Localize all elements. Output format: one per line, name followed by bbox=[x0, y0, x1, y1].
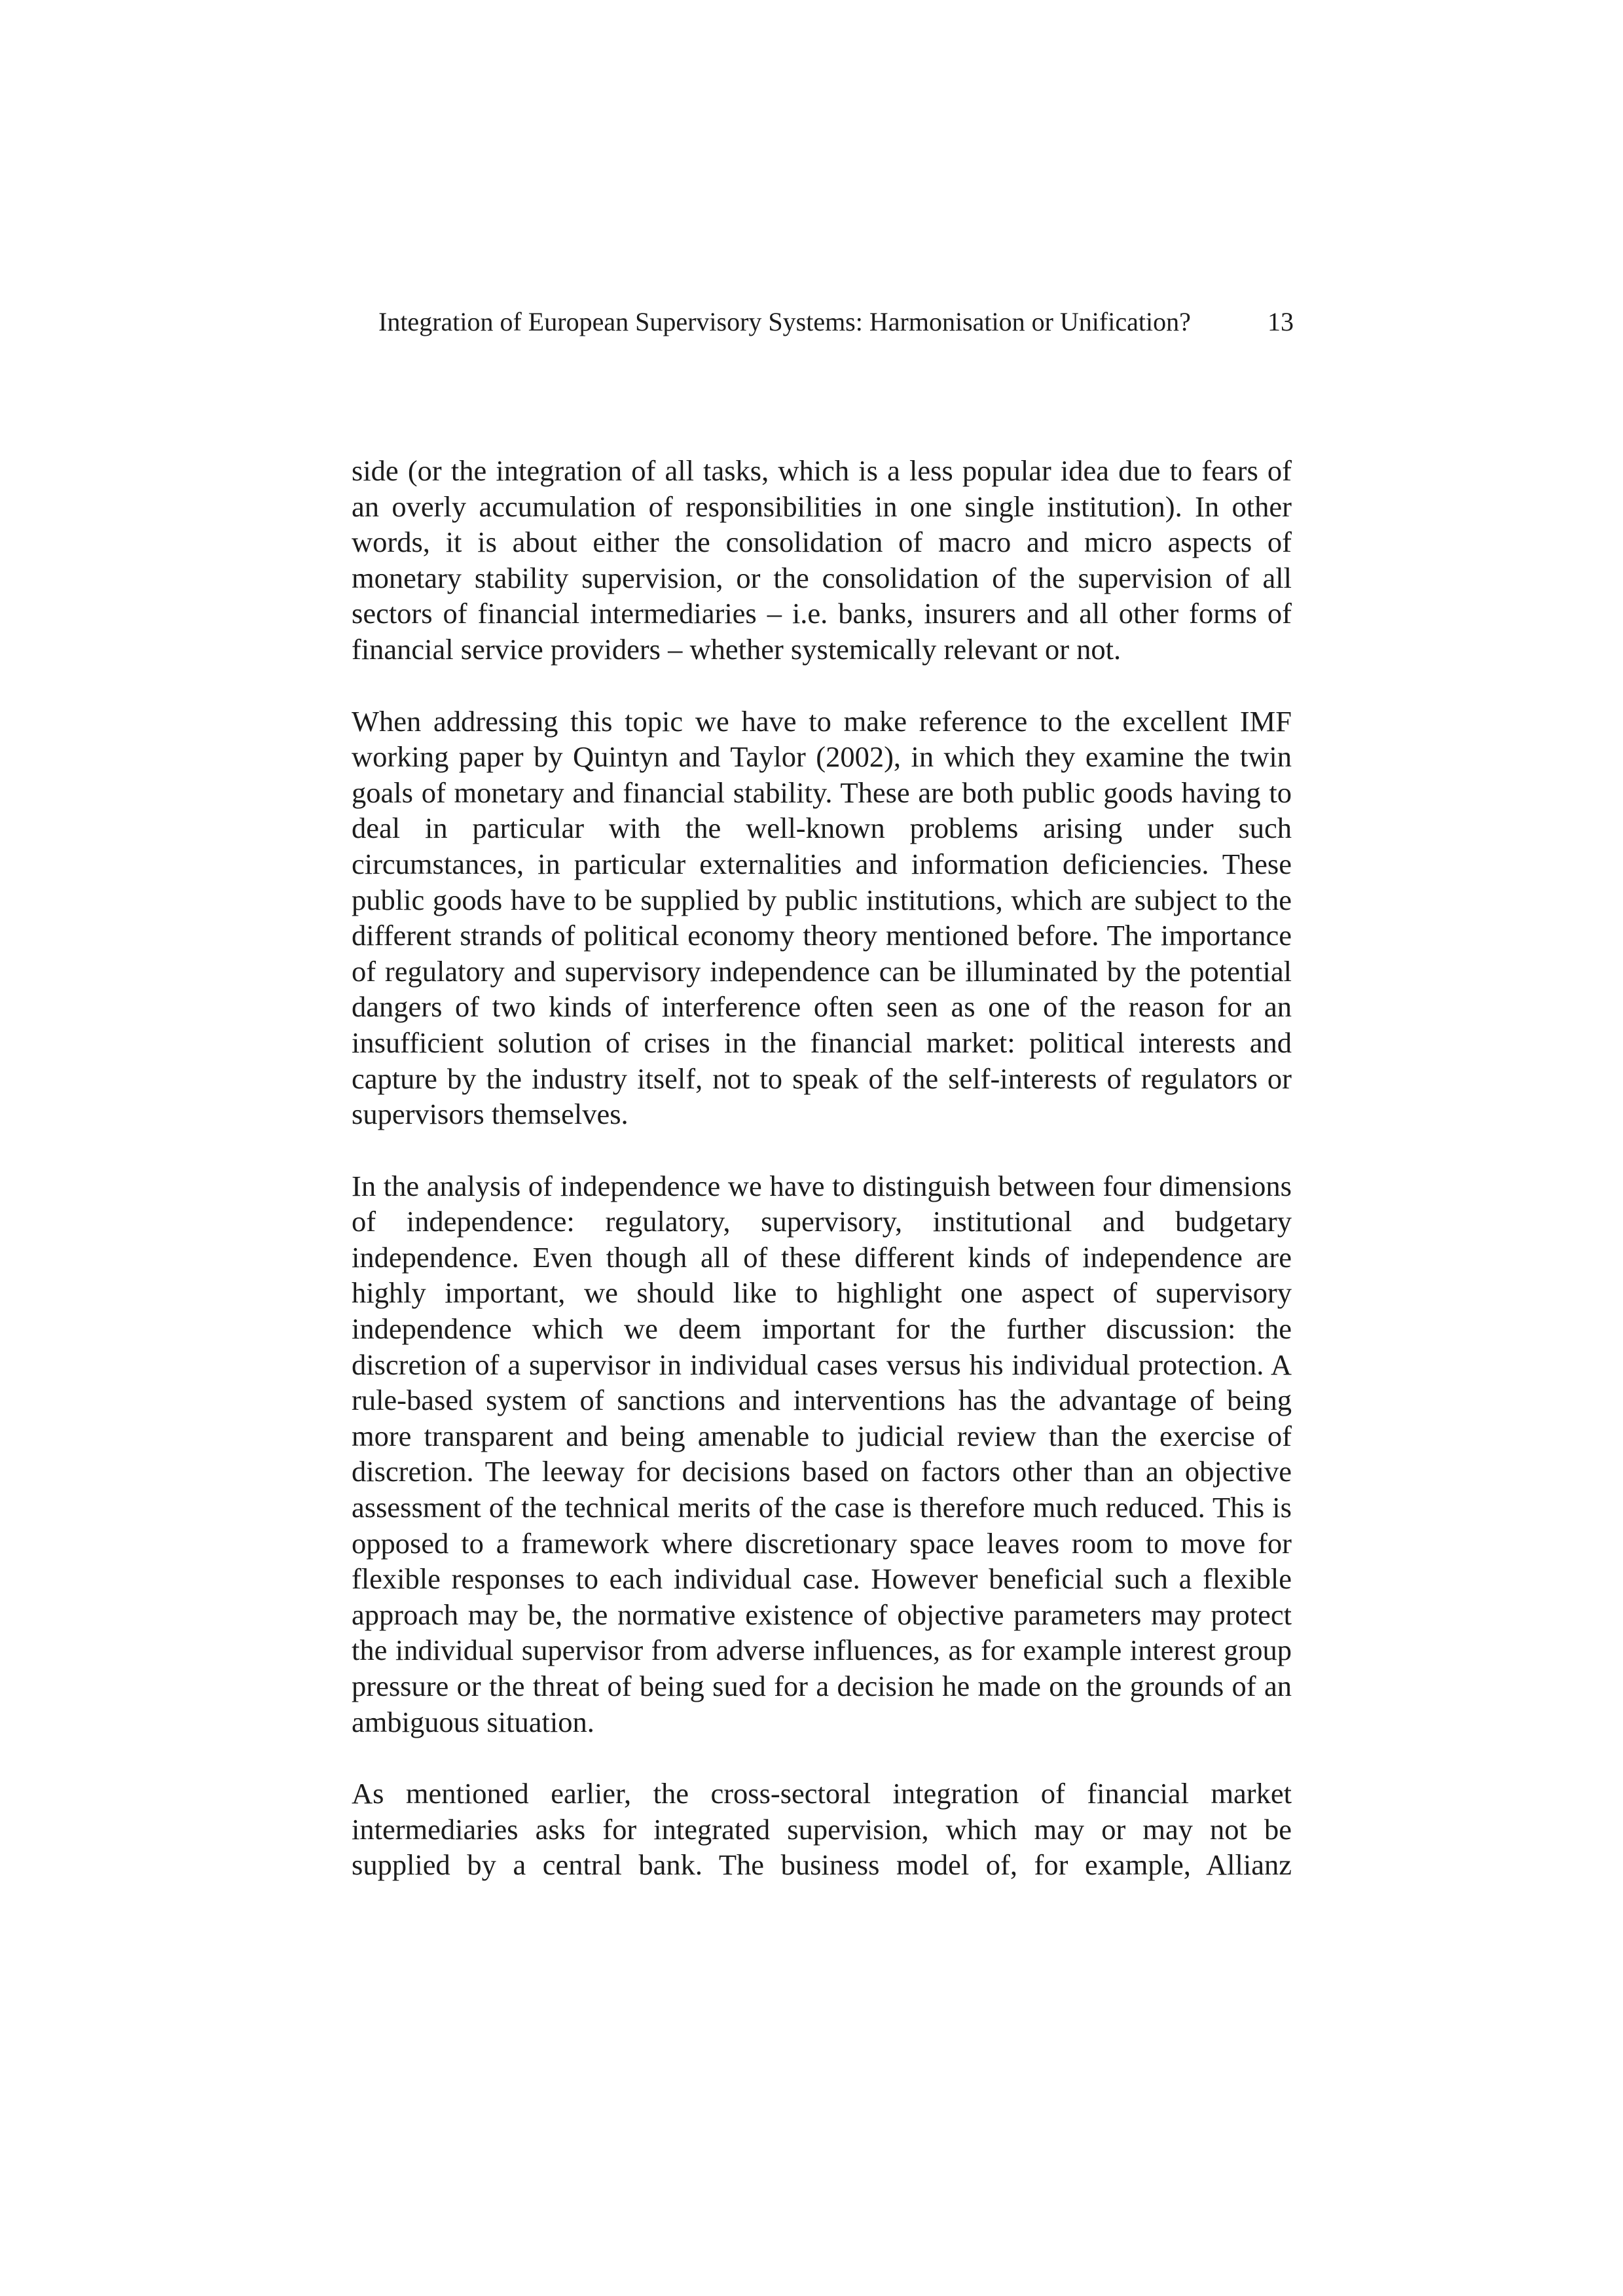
body-text bbox=[352, 453, 1292, 1883]
page-header bbox=[378, 302, 1294, 342]
paragraph-3: In the analysis of independence we have to distinguish between four dimensions of independence: regulatory, supervisory, institutional and budgetary independence. Even though all of these different kinds of independence are highly important, we should like to highlight one aspect of supervisory independence which we deem important for the further discussion: the discretion of a supervisor in individual cases versus his individual protection. A rule-based system of sanctions and interventions has the advantage of being more transparent and being amenable to judicial review than the exercise of discretion. The leeway for decisions based on factors other than an objective assessment of the technical merits of the case is therefore much reduced. This is opposed to a framework where discretionary space leaves room to move for flexible responses to each individual case. However beneficial such a flexible approach may be, the normative existence of objective parameters may protect the individual supervisor from adverse influences, as for example interest group pressure or the threat of being sued for a decision he made on the grounds of an ambiguous situation. bbox=[352, 1169, 1292, 1738]
paragraph-1: side (or the integration of all tasks, which is a less popular idea due to fears of an overly accumulation of responsibilities in one single institution). In other words, it is about either the consolidation of macro and micro aspects of monetary stability supervision, or the consolidation of the supervision of all sectors of financial intermediaries – i.e. banks, insurers and all other forms of financial service providers – whether systemically relevant or not. bbox=[352, 454, 1292, 666]
paragraph-4: As mentioned earlier, the cross-sectoral integration of financial market intermediaries asks for integrated supervision, which may or may not be supplied by a central bank. The business model of, for example, Allianz bbox=[352, 1777, 1292, 1882]
paragraph-2: When addressing this topic we have to make reference to the excellent IMF working paper by Quintyn and Taylor (2002), in which they examine the twin goals of monetary and financial stability. These are both public goods having to deal in particular with the well-known problems arising under such circumstances, in particular externalities and information deficiencies. These public goods have to be supplied by public institutions, which are subject to the different strands of political economy theory mentioned before. The importance of regulatory and supervisory independence can be illuminated by the potential dangers of two kinds of interference often seen as one of the reason for an insufficient solution of crises in the financial market: political interests and capture by the industry itself, not to speak of the self-interests of regulators or supervisors themselves. bbox=[352, 704, 1292, 1131]
page-number: 13 bbox=[1267, 307, 1294, 336]
running-title: Integration of European Supervisory Systems: Harmonisation or Unification? bbox=[378, 307, 1191, 336]
